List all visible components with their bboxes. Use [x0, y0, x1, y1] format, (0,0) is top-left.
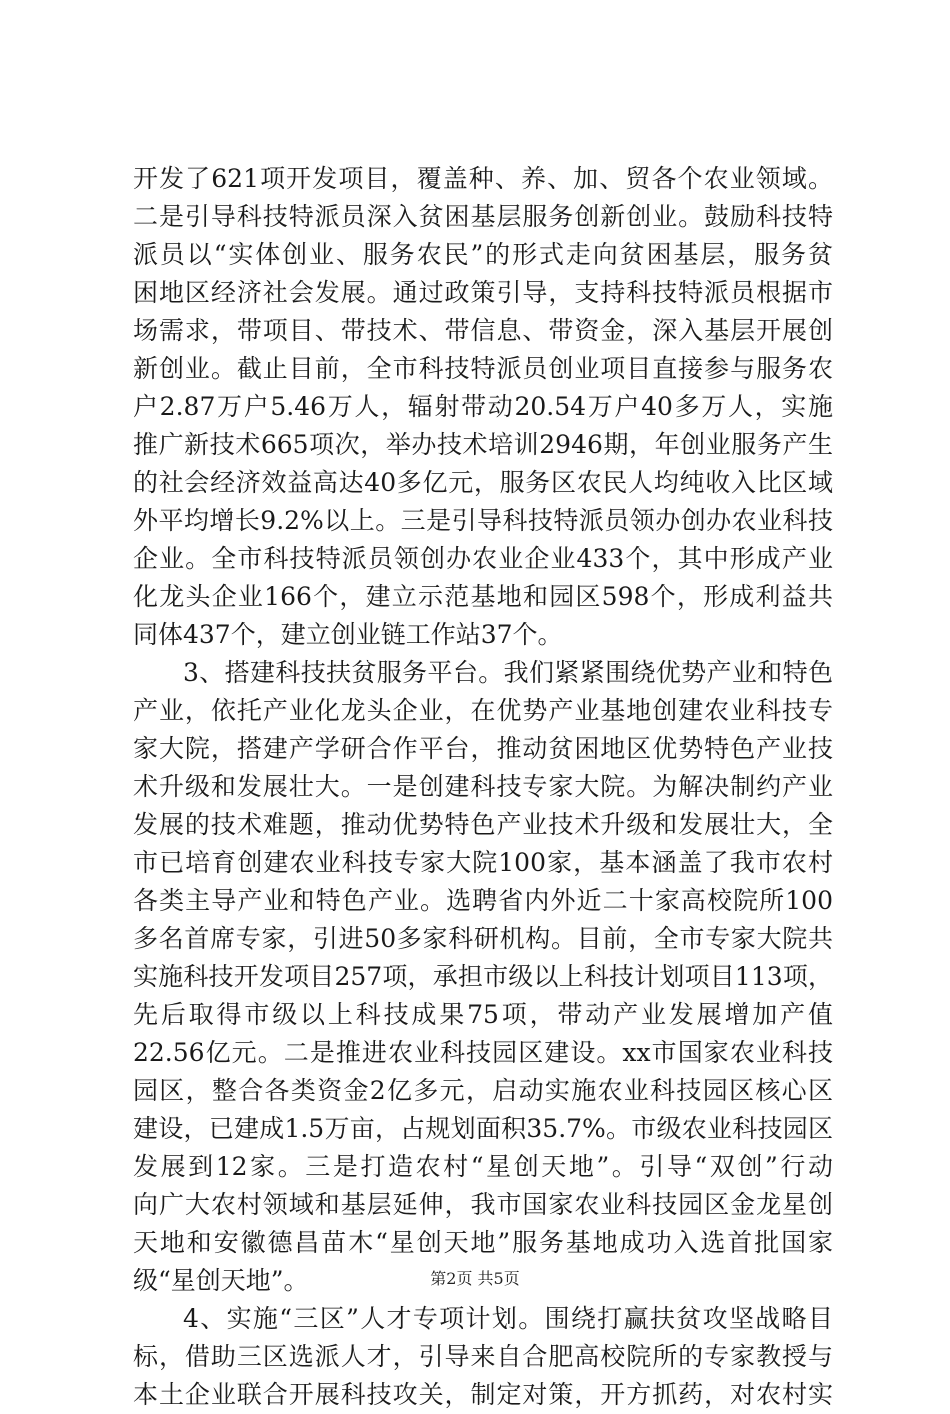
text-line: 实施科技开发项目257项，承担市级以上科技计划项目113项， [133, 962, 833, 991]
text-line: 产业，依托产业化龙头企业，在优势产业基地创建农业科技专 [133, 696, 833, 725]
text-line: 本土企业联合开展科技攻关，制定对策，开方抓药，对农村实 [133, 1380, 833, 1409]
text-line: 建设，已建成1.5万亩，占规划面积35.7%。市级农业科技园区 [133, 1114, 833, 1143]
text-line: 级“星创天地”。 [133, 1266, 309, 1295]
text-line: 园区，整合各类资金2亿多元，启动实施农业科技园区核心区 [133, 1076, 833, 1105]
text-line: 市已培育创建农业科技专家大院100家，基本涵盖了我市农村 [133, 848, 833, 877]
text-line: 22.56亿元。二是推进农业科技园区建设。xx市国家农业科技 [133, 1038, 833, 1067]
text-line: 的社会经济效益高达40多亿元，服务区农民人均纯收入比区域 [133, 468, 833, 497]
text-line: 二是引导科技特派员深入贫困基层服务创新创业。鼓励科技特 [133, 202, 833, 231]
text-line: 向广大农村领域和基层延伸，我市国家农业科技园区金龙星创 [133, 1190, 833, 1219]
text-line: 开发了621项开发项目，覆盖种、养、加、贸各个农业领域。 [133, 164, 833, 193]
text-line: 场需求，带项目、带技术、带信息、带资金，深入基层开展创 [133, 316, 833, 345]
text-line: 发展到12家。三是打造农村“星创天地”。引导“双创”行动 [133, 1152, 833, 1181]
text-line: 标，借助三区选派人才，引导来自合肥高校院所的专家教授与 [133, 1342, 833, 1371]
paragraph-start-line: 3、搭建科技扶贫服务平台。我们紧紧围绕优势产业和特色 [183, 658, 833, 687]
text-line: 多名首席专家，引进50多家科研机构。目前，全市专家大院共 [133, 924, 833, 953]
text-line: 各类主导产业和特色产业。选聘省内外近二十家高校院所100 [133, 886, 833, 915]
text-line: 困地区经济社会发展。通过政策引导，支持科技特派员根据市 [133, 278, 833, 307]
text-line: 家大院，搭建产学研合作平台，推动贫困地区优势特色产业技 [133, 734, 833, 763]
document-body [133, 160, 833, 1414]
text-line: 术升级和发展壮大。一是创建科技专家大院。为解决制约产业 [133, 772, 833, 801]
text-line: 推广新技术665项次，举办技术培训2946期，年创业服务产生 [133, 430, 833, 459]
text-line: 新创业。截止目前，全市科技特派员创业项目直接参与服务农 [133, 354, 833, 383]
text-line: 外平均增长9.2%以上。三是引导科技特派员领办创办农业科技 [133, 506, 833, 535]
text-line: 化龙头企业166个，建立示范基地和园区598个，形成利益共 [133, 582, 833, 611]
text-line: 企业。全市科技特派员领创办农业企业433个，其中形成产业 [133, 544, 833, 573]
paragraph-start-line: 4、实施“三区”人才专项计划。围绕打赢扶贫攻坚战略目 [183, 1304, 833, 1333]
text-line: 发展的技术难题，推动优势特色产业技术升级和发展壮大，全 [133, 810, 833, 839]
page-footer: 第2页 共5页 [430, 1269, 520, 1288]
text-line: 同体437个，建立创业链工作站37个。 [133, 620, 563, 649]
text-line: 户2.87万户5.46万人，辐射带动20.54万户40多万人，实施 [133, 392, 833, 421]
text-line: 先后取得市级以上科技成果75项，带动产业发展增加产值 [133, 1000, 833, 1029]
text-line: 天地和安徽德昌苗木“星创天地”服务基地成功入选首批国家 [133, 1228, 833, 1257]
text-line: 派员以“实体创业、服务农民”的形式走向贫困基层，服务贫 [133, 240, 833, 269]
